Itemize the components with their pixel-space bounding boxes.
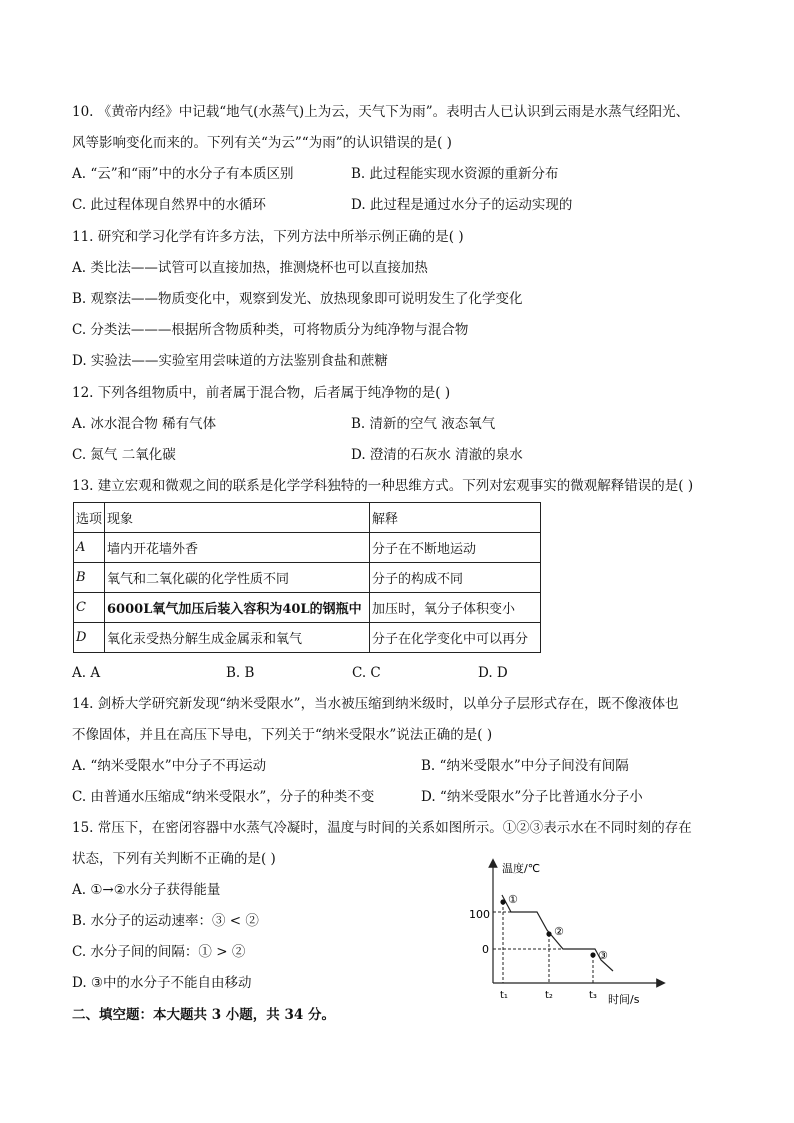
q15-stem-line1: 15. 常压下，在密闭容器中水蒸气冷凝时，温度与时间的关系如图所示。①②③表示水在不同时刻的存在 — [72, 820, 692, 836]
q13-table — [73, 502, 541, 653]
table-cell-phenomenon: 氧化汞受热分解生成金属汞和氧气 — [105, 623, 370, 653]
q14-option-a: A. “纳米受限水”中分子不再运动 — [72, 758, 267, 774]
point-3 — [590, 952, 595, 957]
q12-option-a: A. 冰水混合物 稀有气体 — [72, 416, 217, 432]
q15-option-b: B. 水分子的运动速率：③ < ② — [72, 913, 259, 929]
point-2-label: ② — [554, 925, 564, 938]
q14-stem-line1: 14. 剑桥大学研究新发现“纳米受限水”，当水被压缩到纳米级时，以单分子层形式存在，既不像液体也 — [72, 696, 679, 712]
table-cell-option: C — [74, 593, 105, 623]
table-row — [74, 623, 541, 653]
table-cell-explanation: 加压时，氧分子体积变小 — [370, 593, 541, 623]
section-heading-fill-in: 二、填空题：本大题共 3 小题，共 34 分。 — [72, 1007, 335, 1023]
q11-option-d: D. 实验法——实验室用尝味道的方法鉴别食盐和蔗糖 — [72, 353, 388, 369]
point-1 — [500, 899, 505, 904]
q11-option-a: A. 类比法——试管可以直接加热，推测烧杯也可以直接加热 — [72, 260, 428, 276]
y-axis-label: 温度/℃ — [502, 862, 541, 875]
q10-stem-line2: 风等影响变化而来的。下列有关“为云”“为雨”的认识错误的是( ) — [72, 135, 452, 151]
q14-option-b: B. “纳米受限水”中分子间没有间隔 — [421, 758, 629, 774]
q10-option-d: D. 此过程是通过水分子的运动实现的 — [351, 197, 573, 213]
table-cell-phenomenon: 氧气和二氧化碳的化学性质不同 — [105, 563, 370, 593]
tick-label-t3: t₃ — [589, 990, 597, 1001]
q10-option-c: C. 此过程体现自然界中的水循环 — [72, 197, 266, 213]
q15-option-c: C. 水分子间的间隔：① > ② — [72, 944, 246, 960]
q14-option-d: D. “纳米受限水”分子比普通水分子小 — [421, 789, 643, 805]
point-1-label: ① — [508, 893, 518, 906]
table-cell-explanation: 分子的构成不同 — [370, 563, 541, 593]
tick-label-t2: t₂ — [545, 990, 553, 1001]
q12-option-c: C. 氮气 二氧化碳 — [72, 447, 176, 463]
tick-label-100: 100 — [469, 908, 490, 921]
q13-option-a: A. A — [72, 665, 101, 681]
temperature-time-graph — [455, 855, 675, 1005]
point-3-label: ③ — [598, 949, 608, 962]
x-axis-label: 时间/s — [608, 993, 640, 1005]
q13-option-b: B. B — [226, 665, 255, 681]
q11-stem: 11. 研究和学习化学有许多方法，下列方法中所举示例正确的是( ) — [72, 229, 464, 245]
q12-option-d: D. 澄清的石灰水 清澈的泉水 — [351, 447, 523, 463]
q13-stem: 13. 建立宏观和微观之间的联系是化学学科独特的一种思维方式。下列对宏观事实的微观解释错误的是( ) — [72, 478, 694, 494]
table-cell-explanation: 分子在化学变化中可以再分 — [370, 623, 541, 653]
point-2 — [546, 931, 551, 936]
table-header-row — [74, 503, 541, 533]
table-row — [74, 593, 541, 623]
q11-option-b: B. 观察法——物质变化中，观察到发光、放热现象即可说明发生了化学变化 — [72, 291, 523, 307]
table-cell-option: A — [74, 533, 105, 563]
table-header-option: 选项 — [74, 503, 105, 533]
table-cell-option: B — [74, 563, 105, 593]
table-cell-phenomenon: 6000L氧气加压后装入容积为40L的钢瓶中 — [105, 593, 370, 623]
q14-stem-line2: 不像固体，并且在高压下导电，下列关于“纳米受限水”说法正确的是( ) — [72, 727, 493, 743]
q10-option-a: A. “云”和“雨”中的水分子有本质区别 — [72, 166, 294, 182]
q10-stem-line1: 10. 《黄帝内经》中记载“地气(水蒸气)上为云，天气下为雨”。表明古人已认识到云雨是水蒸气经阳光、 — [72, 104, 690, 120]
q14-option-c: C. 由普通水压缩成“纳米受限水”，分子的种类不变 — [72, 789, 375, 805]
q13-option-c: C. C — [352, 665, 381, 681]
tick-label-t1: t₁ — [500, 990, 508, 1001]
table-row — [74, 563, 541, 593]
table-cell-phenomenon: 墙内开花墙外香 — [105, 533, 370, 563]
q15-stem-line2: 状态，下列有关判断不正确的是( ) — [72, 851, 276, 867]
table-cell-option: D — [74, 623, 105, 653]
q15-option-a: A. ①→②水分子获得能量 — [72, 882, 221, 898]
q11-option-c: C. 分类法———根据所含物质种类，可将物质分为纯净物与混合物 — [72, 322, 469, 338]
q12-stem: 12. 下列各组物质中，前者属于混合物，后者属于纯净物的是( ) — [72, 385, 451, 401]
q12-option-b: B. 清新的空气 液态氧气 — [351, 416, 496, 432]
q10-option-b: B. 此过程能实现水资源的重新分布 — [351, 166, 559, 182]
table-header-phenomenon: 现象 — [105, 503, 370, 533]
tick-label-0: 0 — [482, 943, 489, 956]
q15-option-d: D. ③中的水分子不能自由移动 — [72, 975, 252, 991]
table-header-explanation: 解释 — [370, 503, 541, 533]
table-row — [74, 533, 541, 563]
q13-option-d: D. D — [478, 665, 508, 681]
table-cell-explanation: 分子在不断地运动 — [370, 533, 541, 563]
